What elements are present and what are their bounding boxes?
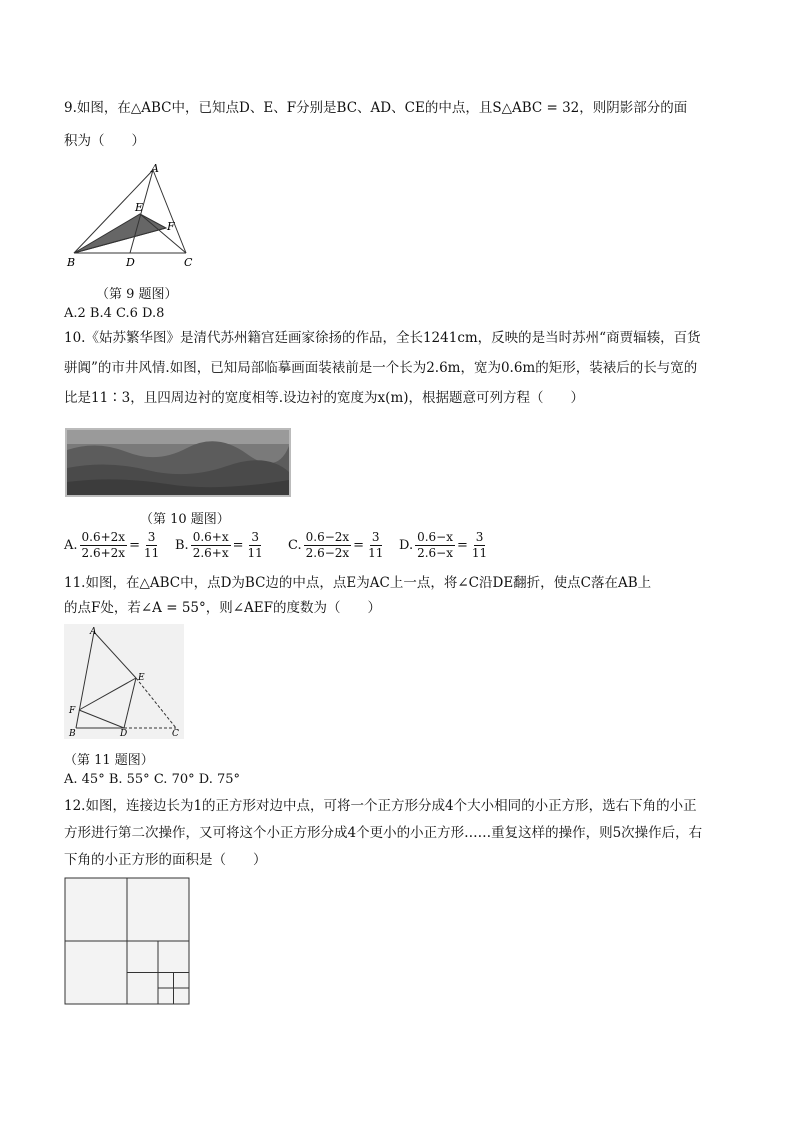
q10-option-D-rhs: $\frac{3}{11}$ (471, 530, 488, 560)
q10-stem-line2: 骈阗”的市井风情.如图，已知局部临摹画面装裱前是一个长为2.6m，宽为0.6m的矩形，装裱后的长与宽的 (64, 360, 698, 376)
q11-stem-line2: 的点F处，若∠A = 55°，则∠AEF的度数为（ ） (64, 600, 382, 616)
q10-option-C-rhs: $\frac{3}{11}$ (368, 530, 384, 560)
q11-label-A: A (90, 627, 97, 637)
q10-option-A-lhs: $\frac{0.6+2x}{2.6+2x}$ (81, 530, 126, 560)
q10-option-B-lhs: $\frac{0.6+x}{2.6+x}$ (192, 530, 229, 560)
q9-caption: （第 9 题图） (96, 287, 178, 302)
q10-option-C-lhs: $\frac{0.6-2x}{2.6-2x}$ (305, 530, 350, 560)
q9-label-D: D (126, 256, 135, 269)
q10-option-D-label: D. (399, 538, 414, 553)
q9-label-E: E (135, 201, 144, 214)
q9-shaded-region (74, 214, 166, 253)
q10-option-D: D. $\frac{0.6-x}{2.6-x}$ = $\frac{3}{11}$ (399, 530, 488, 560)
q10-painting-image (65, 428, 291, 497)
q11-stem-line1: 11.如图，在△ABC中，点D为BC边的中点，点E为AC上一点，将∠C沿DE翻折，使点C落在AB上 (64, 575, 652, 591)
q10-option-A-rhs: $\frac{3}{11}$ (143, 530, 160, 560)
q10-option-C-label: C. (288, 538, 302, 553)
q10-stem-line3: 比是11∶3，且四周边衬的宽度相等.设边衬的宽度为x(m)，根据题意可列方程（ ） (64, 390, 585, 406)
q12-stem-line1: 12.如图，连接边长为1的正方形对边中点，可将一个正方形分成4个大小相同的小正方形，选右下角的小正 (64, 798, 697, 814)
q11-label-B: B (69, 729, 76, 739)
q11-label-D: D (120, 729, 128, 739)
q9-label-C: C (184, 256, 193, 269)
q9-label-A: A (151, 162, 159, 175)
q10-option-A-label: A. (64, 538, 78, 553)
q9-stem-line1: 9.如图，在△ABC中，已知点D、E、F分别是BC、AD、CE的中点，且S△ABC = 32，则阴影部分的面 (64, 100, 688, 116)
q10-stem-line1: 10.《姑苏繁华图》是清代苏州籍宫廷画家徐扬的作品，全长1241cm，反映的是当时苏州“商贾辐辏，百货 (64, 330, 701, 346)
q9-label-B: B (67, 256, 76, 269)
q10-option-B: B. $\frac{0.6+x}{2.6+x}$ = $\frac{3}{11}$ (175, 530, 263, 560)
q10-option-B-label: B. (175, 538, 189, 553)
q11-label-E: E (138, 673, 145, 683)
q10-option-A: A. $\frac{0.6+2x}{2.6+2x}$ = $\frac{3}{11}$ (64, 530, 160, 560)
q9-figure (62, 162, 202, 272)
q11-label-C: C (172, 729, 179, 739)
q11-label-F: F (69, 706, 76, 716)
q11-caption: （第 11 题图） (64, 753, 154, 768)
q12-figure (64, 877, 190, 1005)
q10-option-C: C. $\frac{0.6-2x}{2.6-2x}$ = $\frac{3}{11}$ (288, 530, 384, 560)
q12-stem-line3: 下角的小正方形的面积是（ ） (64, 852, 267, 868)
q11-figure (64, 624, 184, 739)
q10-option-B-rhs: $\frac{3}{11}$ (247, 530, 263, 560)
q12-stem-line2: 方形进行第二次操作，又可将这个小正方形分成4个更小的小正方形……重复这样的操作，则5次操作后，右 (64, 825, 703, 841)
q10-option-D-lhs: $\frac{0.6-x}{2.6-x}$ (417, 530, 453, 560)
q11-options: A. 45° B. 55° C. 70° D. 75° (64, 772, 241, 787)
q10-caption: （第 10 题图） (140, 512, 230, 527)
q9-options: A.2 B.4 C.6 D.8 (64, 306, 165, 321)
q9-label-F: F (167, 220, 175, 233)
q9-stem-line2: 积为（ ） (64, 133, 145, 149)
